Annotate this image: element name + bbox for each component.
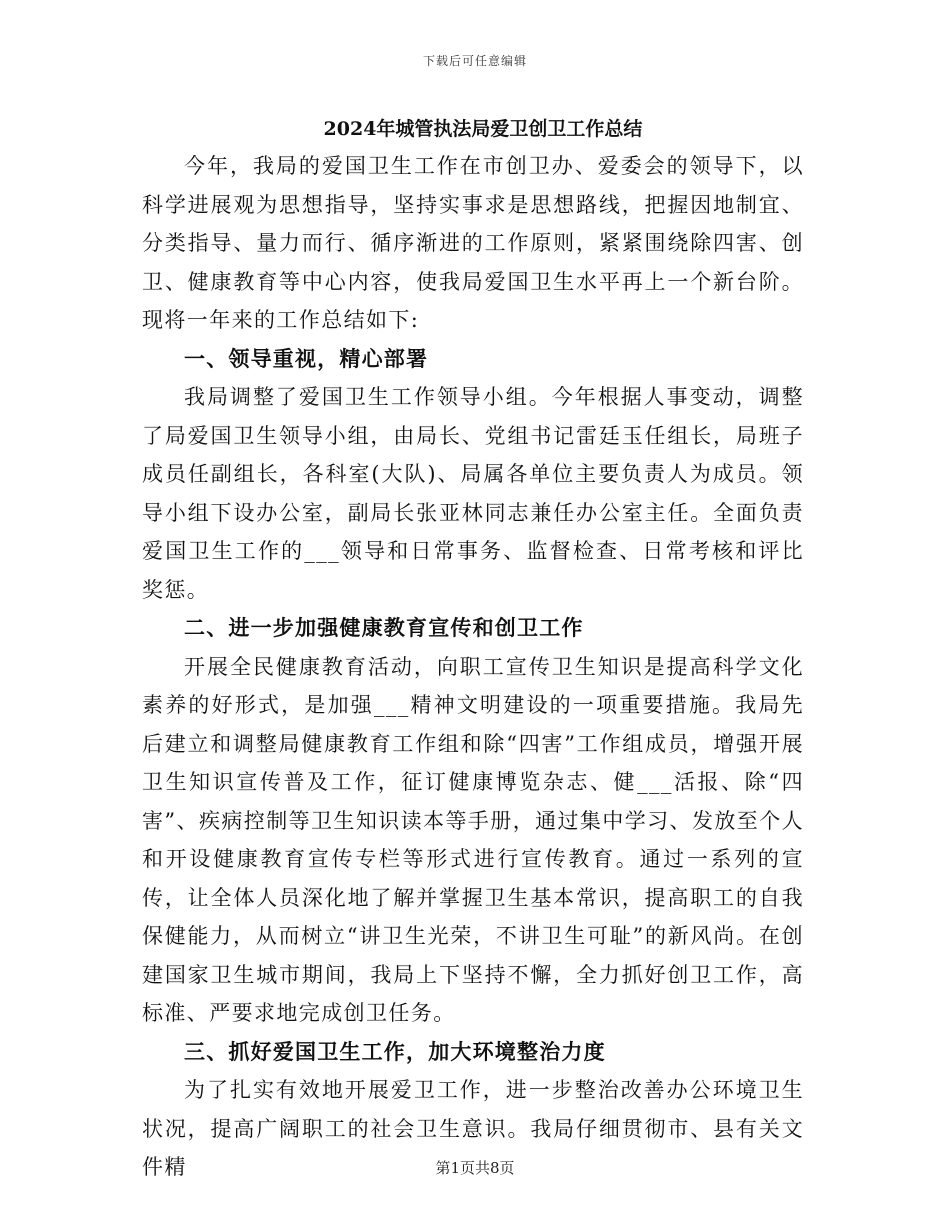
page-number-footer: 第1页共8页 <box>435 1159 515 1177</box>
section-heading-1: 一、领导重视，精心部署 <box>184 345 429 371</box>
section-heading-3: 三、抓好爱国卫生工作，加大环境整治力度 <box>184 1038 606 1064</box>
document-title: 2024年城管执法局爱卫创卫工作总结 <box>323 118 643 140</box>
section-heading-2: 二、进一步加强健康教育宣传和创卫工作 <box>184 615 584 640</box>
section-1-paragraph: 我局调整了爱国卫生工作领导小组。今年根据人事变动，调整了局爱国卫生领导小组，由局长、党组书记雷廷玉任组长，局班子成员任副组长，各科室(大队)、局属各单位主要负责人为成员。领导小组下设办公室，副局长张亚林同志兼任办公室主任。全面负责爱国卫生工作的___领导和日常事务、监督检查、日常考核和评比奖惩。 <box>142 385 804 602</box>
document-body <box>142 113 804 1187</box>
section-2-paragraph: 开展全民健康教育活动，向职工宣传卫生知识是提高科学文化素养的好形式，是加强___精神文明建设的一项重要措施。我局先后建立和调整局健康教育工作组和除“四害”工作组成员，增强开展卫生知识宣传普及工作，征订健康博览杂志、健___活报、除“四害”、疾病控制等卫生知识读本等手册，通过集中学习、发放至个人和开设健康教育宣传专栏等形式进行宣传教育。通过一系列的宣传，让全体人员深化地了解并掌握卫生基本常识，提高职工的自我保健能力，从而树立“讲卫生光荣，不讲卫生可耻”的新风尚。在创建国家卫生城市期间，我局上下坚持不懈，全力抓好创卫工作，高标准、严要求地完成创卫任务。 <box>142 654 804 1025</box>
intro-paragraph: 今年，我局的爱国卫生工作在市创卫办、爱委会的领导下，以科学进展观为思想指导，坚持实事求是思想路线，把握因地制宜、分类指导、量力而行、循序渐进的工作原则，紧紧围绕除四害、创卫、健康教育等中心内容，使我局爱国卫生水平再上一个新台阶。现将一年来的工作总结如下: <box>142 154 804 332</box>
header-note: 下载后可任意编辑 <box>422 54 527 68</box>
section-3-paragraph: 为了扎实有效地开展爱卫工作，进一步整治改善办公环境卫生状况，提高广阔职工的社会卫生意识。我局仔细贯彻市、县有关文件精 <box>142 1078 804 1179</box>
